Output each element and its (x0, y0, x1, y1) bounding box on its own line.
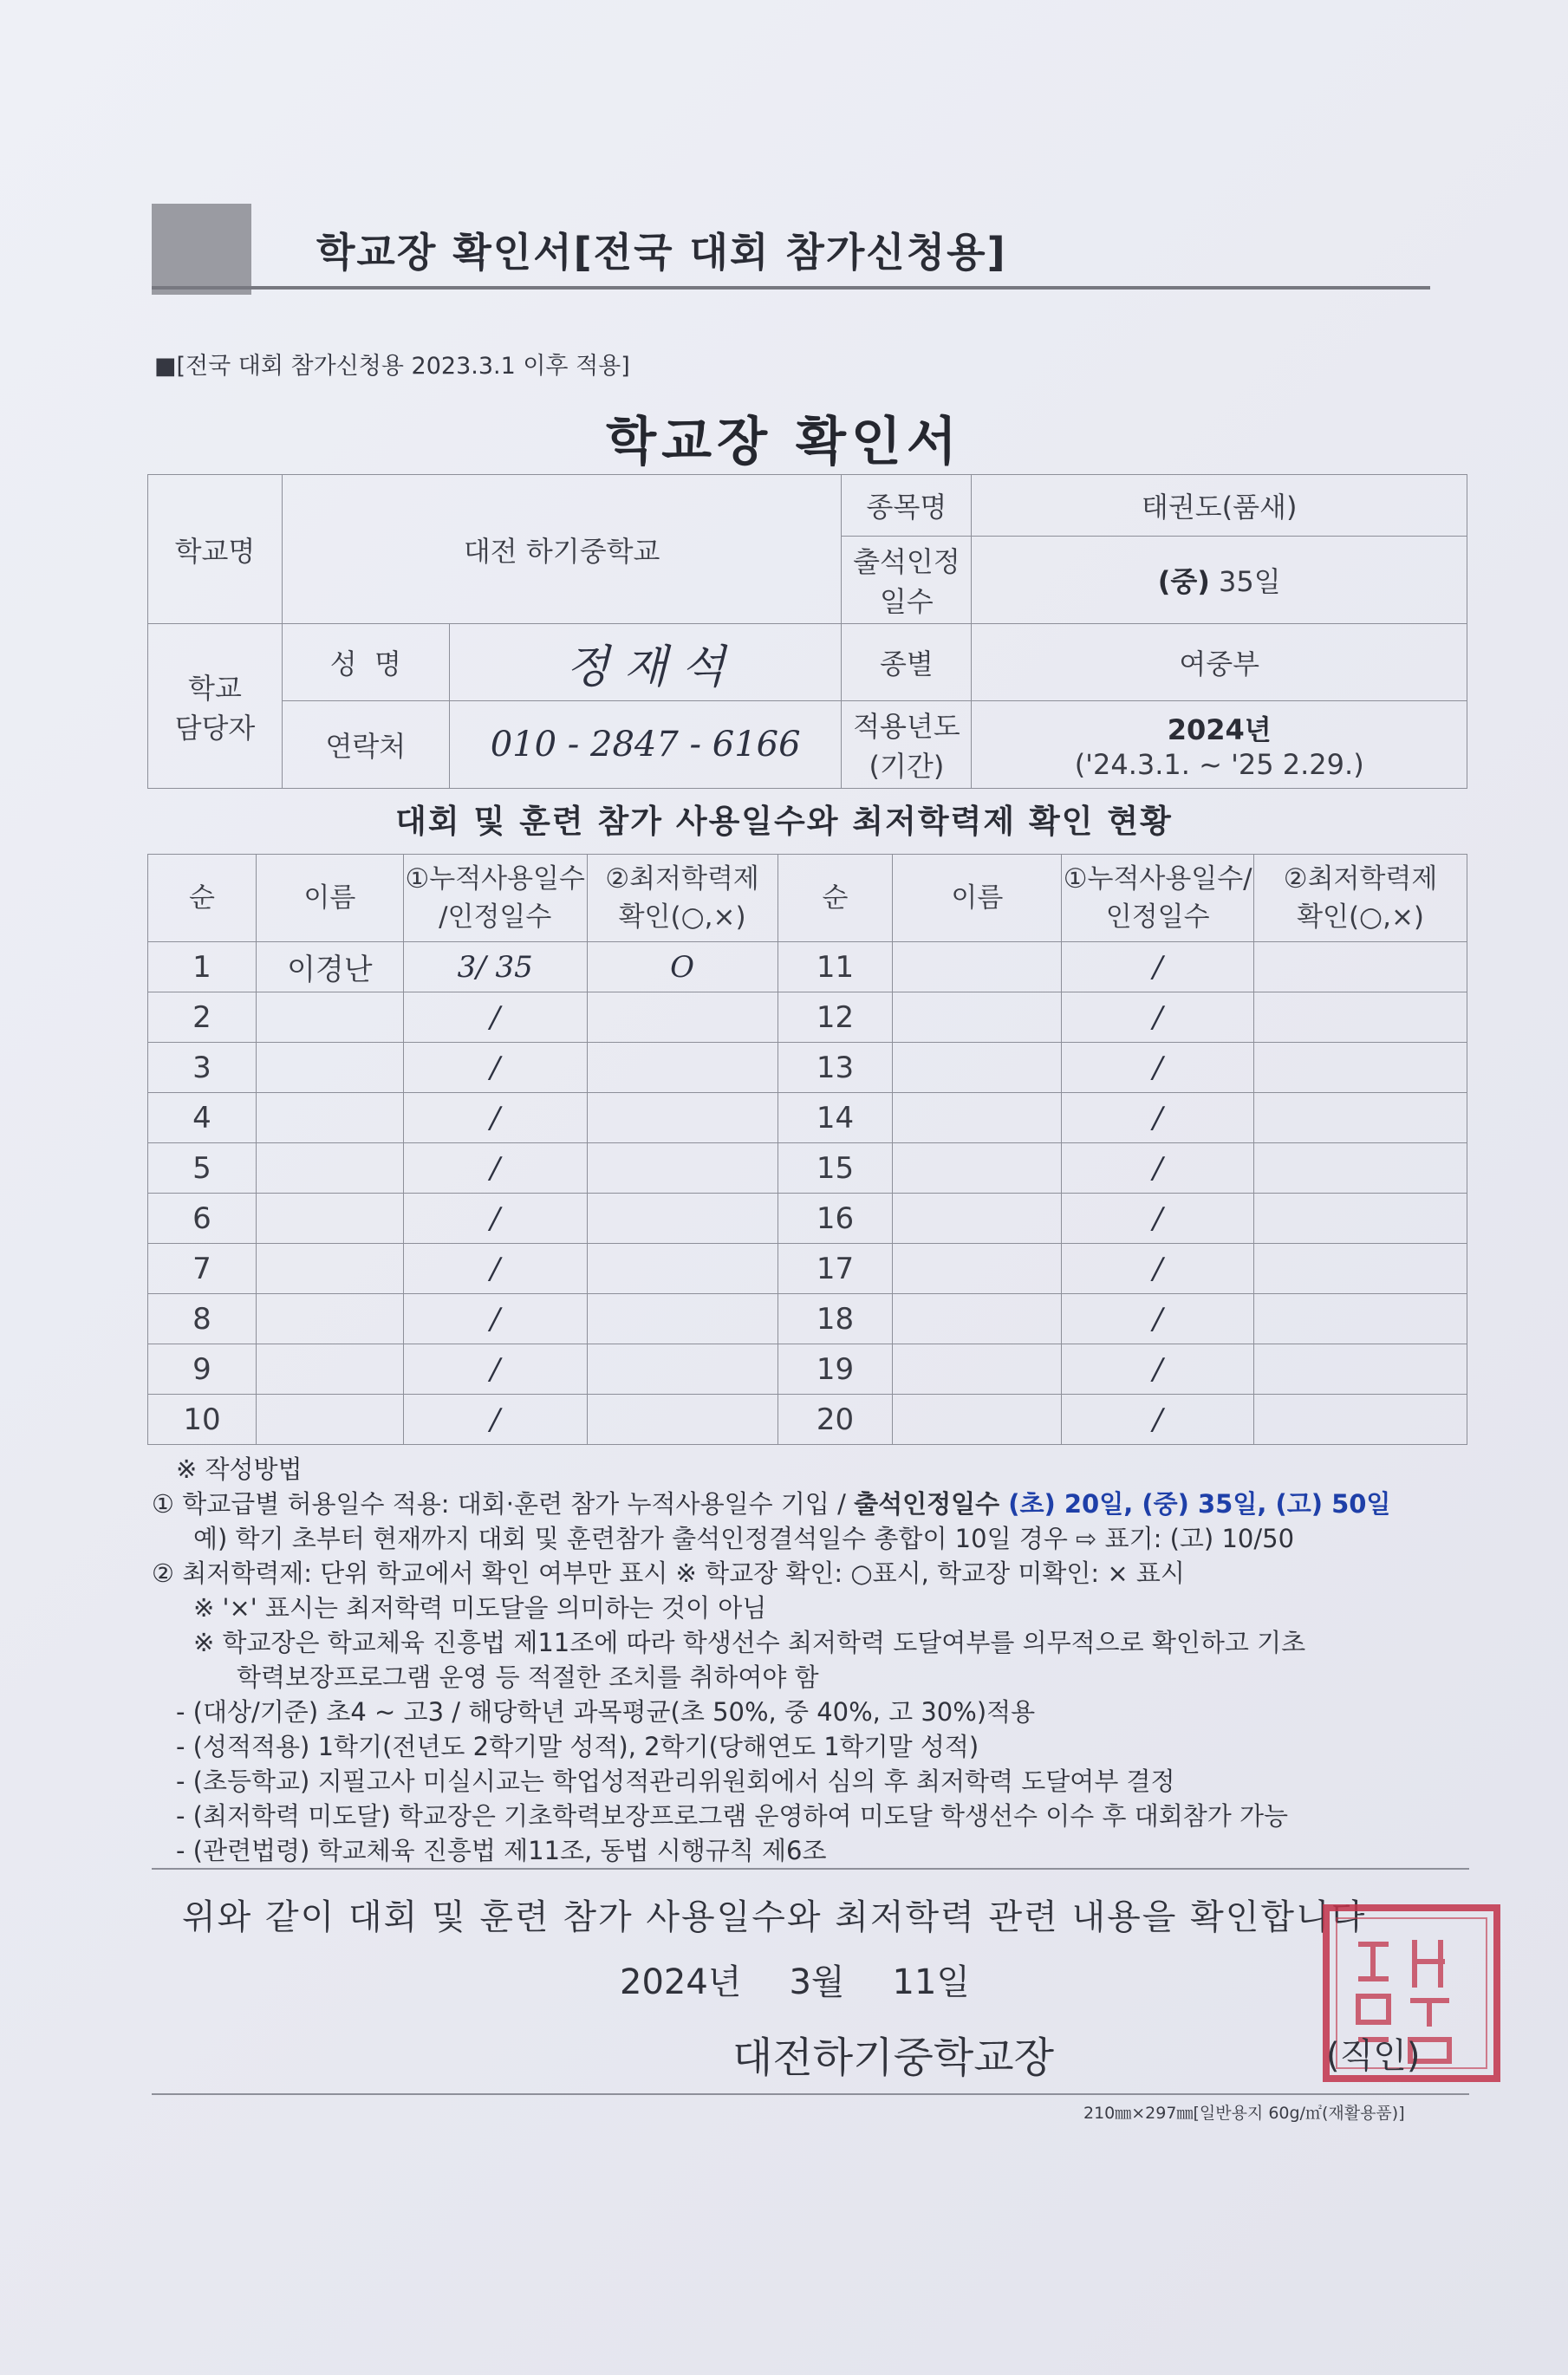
table-row (148, 1294, 1467, 1344)
row-number-right: 17 (777, 1244, 893, 1294)
row-name-right (893, 942, 1062, 992)
row-name-left (256, 1143, 403, 1194)
year-value: 2024년 ('24.3.1. ~ '25 2.29.) (972, 701, 1467, 789)
row-academic-left (587, 992, 777, 1043)
row-number-left: 8 (148, 1294, 257, 1344)
row-academic-right (1254, 1093, 1467, 1143)
row-days-right: / (1062, 1194, 1254, 1244)
row-days-left: / (403, 1395, 587, 1445)
row-academic-left (587, 1244, 777, 1294)
col-days-left: ①누적사용일수 /인정일수 (403, 855, 587, 942)
detail-1: - (대상/기준) 초4 ~ 고3 / 해당학년 과목평균(초 50%, 중 40%, 고 30%)적용 (176, 1697, 1036, 1727)
year-label: 적용년도 (기간) (842, 701, 972, 789)
row-number-left: 4 (148, 1093, 257, 1143)
table-row (148, 1043, 1467, 1093)
detail-3: - (초등학교) 지필고사 미실시교는 학업성적관리위원회에서 심의 후 최저학력 도달여부 결정 (176, 1767, 1175, 1796)
row-name-right (893, 1194, 1062, 1244)
school-name-value: 대전 하기중학교 (282, 475, 842, 624)
row-academic-right (1254, 942, 1467, 992)
manager-label: 학교 담당자 (148, 624, 283, 789)
row-academic-right (1254, 1395, 1467, 1445)
detail-2: - (성적적용) 1학기(전년도 2학기말 성적), 2학기(당해연도 1학기말 성적) (176, 1732, 979, 1761)
attendance-days-value: (중) 35일 (972, 537, 1467, 624)
row-number-left: 5 (148, 1143, 257, 1194)
col-days-right: ①누적사용일수/ 인정일수 (1062, 855, 1254, 942)
row-days-left: / (403, 1093, 587, 1143)
row-number-right: 16 (777, 1194, 893, 1244)
school-name-label: 학교명 (148, 475, 283, 624)
row-academic-right (1254, 992, 1467, 1043)
row-academic-right (1254, 1143, 1467, 1194)
school-info-table (147, 474, 1467, 789)
footer-rule (152, 2093, 1469, 2095)
manager-name-label: 성 명 (282, 624, 449, 701)
division-value: 여중부 (972, 624, 1467, 701)
section-title: 대회 및 훈련 참가 사용일수와 최저학력제 확인 현황 (395, 803, 1173, 840)
row-number-right: 13 (777, 1043, 893, 1093)
note-2-b-cont: 학력보장프로그램 운영 등 적절한 조치를 취하여야 함 (237, 1662, 819, 1692)
col-academic-right: ②최저학력제 확인(○,×) (1254, 855, 1467, 942)
sport-value: 태권도(품새) (972, 475, 1467, 537)
table-row (148, 1194, 1467, 1244)
row-number-right: 11 (777, 942, 893, 992)
row-number-left: 9 (148, 1344, 257, 1395)
row-days-right: / (1062, 1093, 1254, 1143)
note-2-a: ※ '×' 표시는 최저학력 미도달을 의미하는 것이 아님 (193, 1593, 767, 1623)
table-row (148, 1244, 1467, 1294)
row-number-right: 15 (777, 1143, 893, 1194)
row-days-right: / (1062, 942, 1254, 992)
row-number-left: 10 (148, 1395, 257, 1445)
row-days-right: / (1062, 1043, 1254, 1093)
row-academic-left (587, 1344, 777, 1395)
row-days-left: / (403, 1043, 587, 1093)
row-days-left: / (403, 1194, 587, 1244)
row-name-left (256, 1194, 403, 1244)
col-academic-left: ②최저학력제 확인(○,×) (587, 855, 777, 942)
row-number-right: 19 (777, 1344, 893, 1395)
col-name-left: 이름 (256, 855, 403, 942)
contact-label: 연락처 (282, 701, 449, 789)
notes-rule (152, 1868, 1469, 1870)
sport-label: 종목명 (842, 475, 972, 537)
row-name-left (256, 1395, 403, 1445)
note-2: ② 최저학력제: 단위 학교에서 확인 여부만 표시 ※ 학교장 확인: ○표시, 학교장 미확인: × 표시 (152, 1558, 1185, 1588)
row-number-right: 12 (777, 992, 893, 1043)
row-days-right: / (1062, 992, 1254, 1043)
row-number-left: 7 (148, 1244, 257, 1294)
table-row (148, 1344, 1467, 1395)
col-no-left: 순 (148, 855, 257, 942)
row-days-right: / (1062, 1244, 1254, 1294)
row-number-left: 1 (148, 942, 257, 992)
row-number-left: 2 (148, 992, 257, 1043)
row-academic-left (587, 1194, 777, 1244)
contact-value: 010 - 2847 - 6166 (449, 701, 842, 789)
table-row (148, 942, 1467, 992)
form-header-title: 학교장 확인서[전국 대회 참가신청용] (316, 229, 1007, 276)
table-row (148, 992, 1467, 1043)
row-academic-left (587, 1143, 777, 1194)
row-name-right (893, 1244, 1062, 1294)
row-days-left: / (403, 1294, 587, 1344)
row-name-left (256, 1294, 403, 1344)
document-title: 학교장 확인서 (606, 412, 962, 472)
confirmation-statement: 위와 같이 대회 및 훈련 참가 사용일수와 최저학력 관련 내용을 확인합니다 (182, 1897, 1367, 1937)
row-academic-right (1254, 1194, 1467, 1244)
notes-heading: ※ 작성방법 (176, 1454, 303, 1484)
issue-date (620, 1955, 1018, 2004)
row-days-left: / (403, 1244, 587, 1294)
principal-name: 대전하기중학교장 (732, 2033, 1054, 2082)
col-no-right: 순 (777, 855, 893, 942)
note-1-example: 예) 학기 초부터 현재까지 대회 및 훈련참가 출석인정결석일수 총합이 10일 경우 ⇨ 표기: (고) 10/50 (193, 1524, 1295, 1553)
row-academic-right (1254, 1294, 1467, 1344)
row-name-left (256, 992, 403, 1043)
seal-label: (직인) (1326, 2036, 1421, 2076)
attendance-days-label: 출석인정 일수 (842, 537, 972, 624)
row-name-right (893, 1093, 1062, 1143)
row-name-left (256, 1093, 403, 1143)
table-row (148, 1395, 1467, 1445)
header-gray-block (152, 204, 251, 295)
row-name-right (893, 1395, 1062, 1445)
writing-instructions (152, 1452, 1469, 1868)
header-rule (152, 286, 1430, 290)
row-academic-left (587, 1093, 777, 1143)
table-row (148, 1143, 1467, 1194)
detail-5: - (관련법령) 학교체육 진흥법 제11조, 동법 시행규칙 제6조 (176, 1836, 827, 1865)
row-name-right (893, 992, 1062, 1043)
table-header-row (148, 855, 1467, 942)
row-number-left: 3 (148, 1043, 257, 1093)
row-days-right: / (1062, 1344, 1254, 1395)
note-2-b: ※ 학교장은 학교체육 진흥법 제11조에 따라 학생선수 최저학력 도달여부를 의무적으로 확인하고 기초 (193, 1628, 1306, 1657)
row-name-left (256, 1043, 403, 1093)
row-academic-right (1254, 1344, 1467, 1395)
row-days-left: / (403, 1344, 587, 1395)
row-name-left (256, 1344, 403, 1395)
row-number-left: 6 (148, 1194, 257, 1244)
row-academic-left (587, 1043, 777, 1093)
manager-name-value: 정 재 석 (449, 624, 842, 701)
table-row (148, 1093, 1467, 1143)
date-year: 2024년 (620, 1962, 742, 2002)
form-subnote: ■[전국 대회 참가신청용 2023.3.1 이후 적용] (154, 353, 630, 380)
paper-spec-footnote: 210㎜×297㎜[일반용지 60g/㎡(재활용품)] (1083, 2104, 1405, 2123)
row-academic-right (1254, 1244, 1467, 1294)
row-name-right (893, 1043, 1062, 1093)
row-number-right: 20 (777, 1395, 893, 1445)
row-name-right (893, 1294, 1062, 1344)
row-days-left: 3/ 35 (403, 942, 587, 992)
row-days-left: / (403, 1143, 587, 1194)
row-days-right: / (1062, 1395, 1254, 1445)
detail-4: - (최저학력 미도달) 학교장은 기초학력보장프로그램 운영하여 미도달 학생선수 이수 후 대회참가 가능 (176, 1801, 1289, 1831)
col-name-right: 이름 (893, 855, 1062, 942)
row-days-right: / (1062, 1294, 1254, 1344)
row-academic-right (1254, 1043, 1467, 1093)
participation-table (147, 854, 1467, 1445)
date-month: 3월 (789, 1962, 845, 2002)
row-number-right: 14 (777, 1093, 893, 1143)
row-academic-left (587, 1294, 777, 1344)
row-academic-left: O (587, 942, 777, 992)
row-name-left (256, 1244, 403, 1294)
date-day: 11일 (892, 1962, 971, 2002)
row-name-right (893, 1143, 1062, 1194)
note-1: ① 학교급별 허용일수 적용: 대회·훈련 참가 누적사용일수 기입 / 출석인정일수 (초) 20일, (중) 35일, (고) 50일 (152, 1489, 1391, 1519)
row-academic-left (587, 1395, 777, 1445)
division-label: 종별 (842, 624, 972, 701)
row-name-left: 이경난 (256, 942, 403, 992)
row-name-right (893, 1344, 1062, 1395)
row-days-left: / (403, 992, 587, 1043)
row-days-right: / (1062, 1143, 1254, 1194)
row-number-right: 18 (777, 1294, 893, 1344)
